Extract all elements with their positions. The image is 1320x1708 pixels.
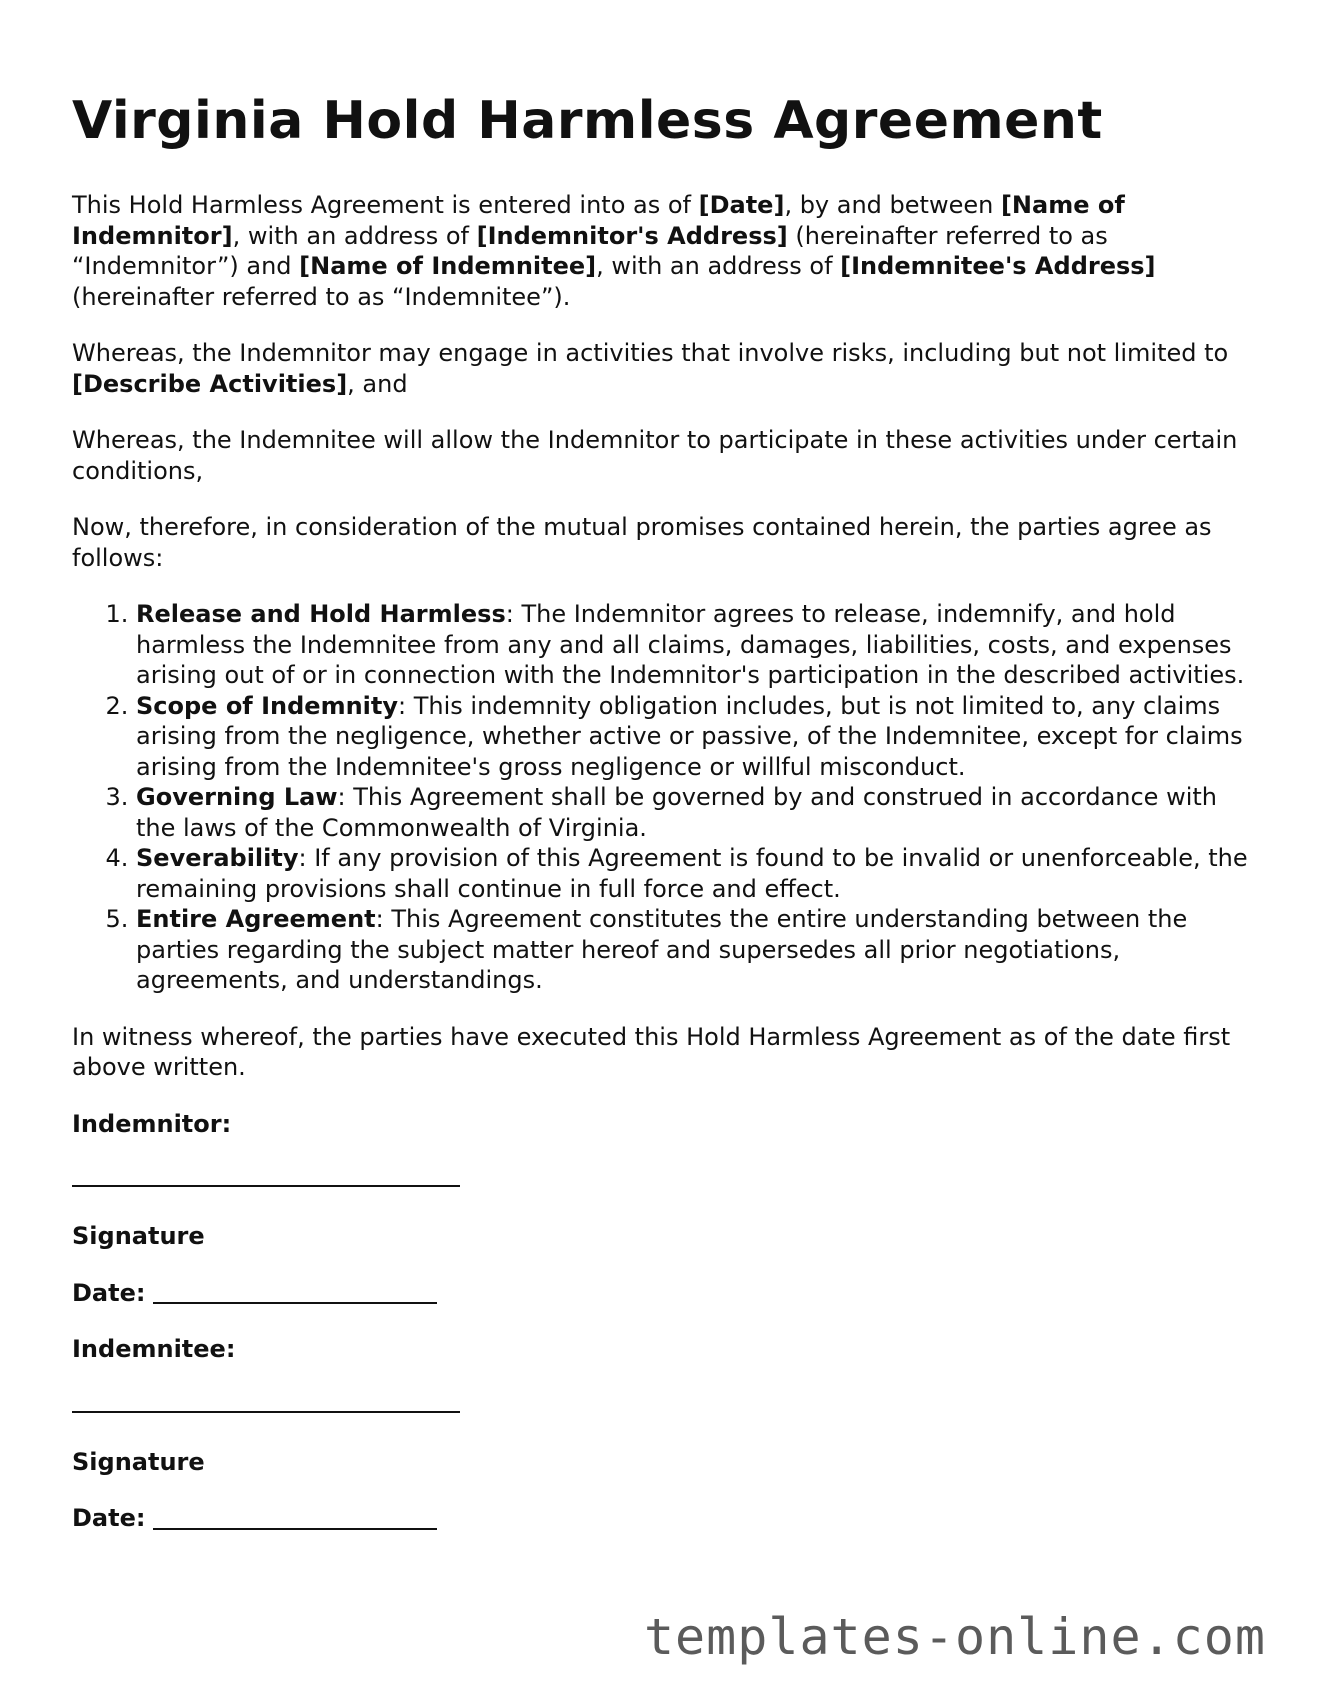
indemnitor-address-placeholder: [Indemnitor's Address] <box>476 221 788 250</box>
intro-paragraph <box>72 190 1252 312</box>
intro-text-4: (hereinafter referred to as “Indemnitor”) and <box>72 221 1108 280</box>
now-therefore-paragraph: Now, therefore, in consideration of the mutual promises contained herein, the parties agree as follows: <box>72 513 1212 572</box>
indemnitee-label: Indemnitee: <box>72 1335 236 1363</box>
indemnitee-date-label: Date: <box>72 1504 146 1532</box>
clause-text: : This Agreement shall be governed by and construed in accordance with the laws of the Commonwealth of Virginia. <box>136 783 1217 842</box>
indemnitee-address-placeholder: [Indemnitee's Address] <box>840 252 1156 280</box>
clause-text: : This indemnity obligation includes, but is not limited to, any claims arising from the negligence, whether active or passive, of the Indemnitee, except for claims arising from the Indemnitee's gross negligence or willful misconduct. <box>136 691 1243 781</box>
intro-text-1: This Hold Harmless Agreement is entered into as of <box>72 191 699 219</box>
indemnitor-signature-line[interactable] <box>72 1185 460 1187</box>
indemnitor-date-row <box>72 1278 1252 1309</box>
clause-text: : This Agreement constitutes the entire understanding between the parties regarding the subject matter hereof and supersedes all prior negotiations, agreements, and understandings. <box>136 905 1188 994</box>
whereas-1-text-2: , and <box>347 369 408 398</box>
clause-item <box>136 691 1252 783</box>
indemnitee-date-row <box>72 1503 1252 1534</box>
whereas-paragraph-2: Whereas, the Indemnitee will allow the Indemnitor to participate in these activities under certain conditions, <box>72 426 1238 485</box>
activities-placeholder: [Describe Activities] <box>72 369 348 398</box>
watermark-text: templates-online.com <box>643 1608 1266 1666</box>
document-title: Virginia Hold Harmless Agreement <box>72 91 1103 151</box>
clause-item <box>136 782 1252 843</box>
clause-heading: Severability <box>136 844 299 872</box>
intro-text-6: (hereinafter referred to as “Indemnitee”). <box>72 282 571 311</box>
indemnitee-date-line[interactable] <box>153 1528 437 1530</box>
clause-item <box>136 843 1252 904</box>
clause-item <box>136 904 1252 996</box>
indemnitee-signature-label: Signature <box>72 1447 205 1476</box>
clause-item <box>136 599 1252 691</box>
witness-paragraph: In witness whereof, the parties have executed this Hold Harmless Agreement as of the date first above written. <box>72 1022 1231 1081</box>
indemnitor-signature-label: Signature <box>72 1222 205 1250</box>
clause-text: : The Indemnitor agrees to release, indemnify, and hold harmless the Indemnitee from any and all claims, damages, liabilities, costs, and expenses arising out of or in connection with the Indemnitor's participation in the described activities. <box>136 600 1245 689</box>
indemnitor-date-line[interactable] <box>153 1302 437 1304</box>
clause-list <box>72 599 1252 996</box>
date-placeholder: [Date] <box>698 191 785 219</box>
indemnitee-signature-line[interactable] <box>72 1411 460 1413</box>
whereas-1-text-1: Whereas, the Indemnitor may engage in activities that involve risks, including but not limited to <box>72 339 1229 367</box>
intro-text-5: , with an address of <box>596 252 841 280</box>
whereas-paragraph-1 <box>72 338 1252 399</box>
indemnitor-signature-block <box>72 1109 1252 1309</box>
indemnitor-name-placeholder: [Name of Indemnitor] <box>72 191 1125 250</box>
indemnitor-label: Indemnitor: <box>72 1109 232 1138</box>
clause-heading: Release and Hold Harmless <box>136 600 506 628</box>
intro-text-2: , by and between <box>784 191 1001 219</box>
clause-heading: Entire Agreement <box>136 905 376 933</box>
intro-text-3: , with an address of <box>232 221 477 250</box>
clause-text: : If any provision of this Agreement is found to be invalid or unenforceable, the remaining provisions shall continue in full force and effect. <box>136 844 1248 903</box>
document-page <box>72 86 1252 1560</box>
indemnitee-signature-block <box>72 1334 1252 1534</box>
clause-heading: Scope of Indemnity <box>136 691 399 720</box>
clause-heading: Governing Law <box>136 783 338 811</box>
indemnitor-date-label: Date: <box>72 1278 146 1307</box>
indemnitee-name-placeholder: [Name of Indemnitee] <box>299 252 597 280</box>
